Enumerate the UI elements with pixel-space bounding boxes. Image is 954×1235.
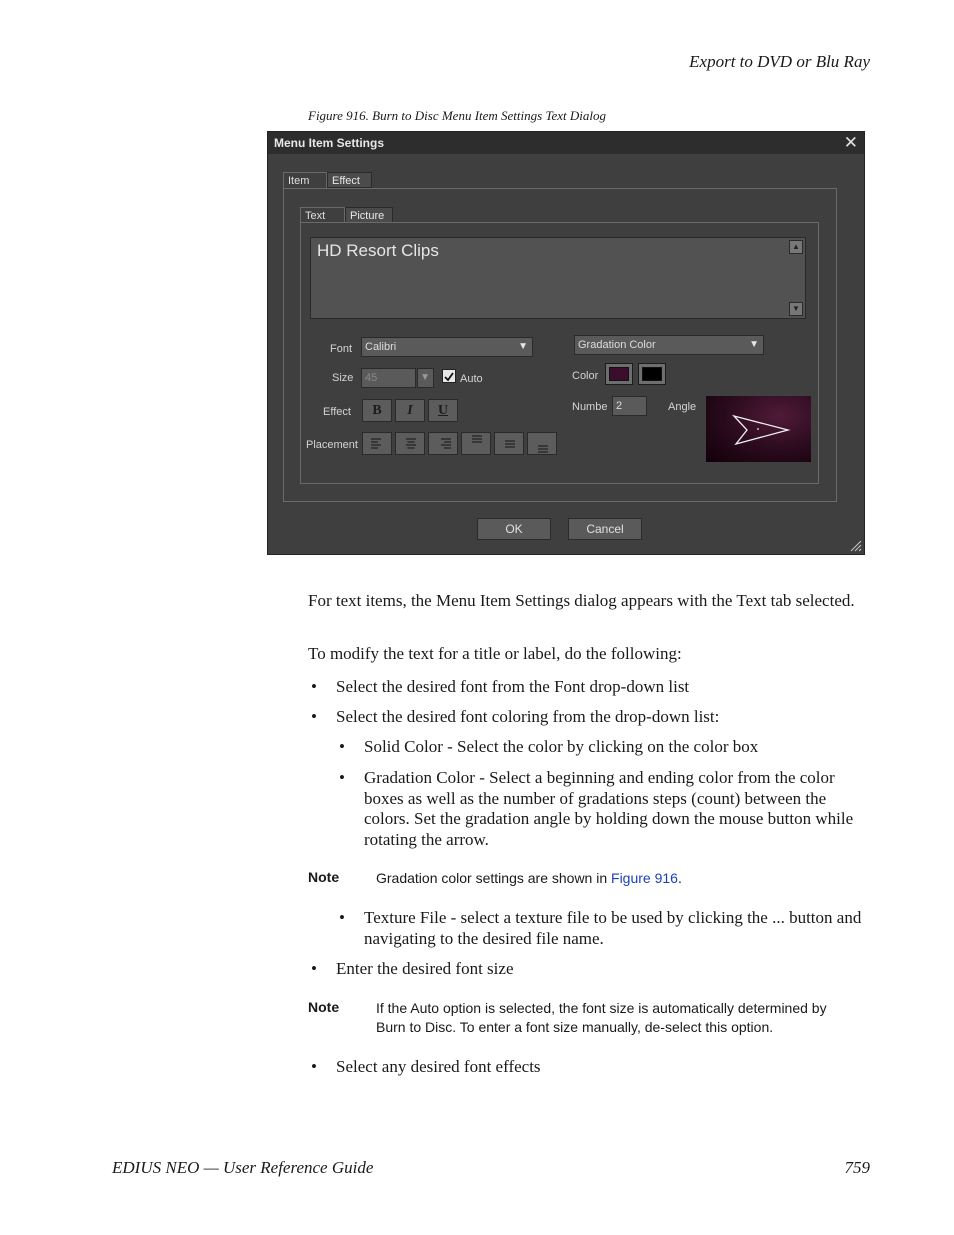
list-item: Texture File - select a texture file to be used by clicking the ... button and navigating to the desired file name. — [364, 908, 862, 948]
number-label: Numbe — [572, 401, 608, 413]
auto-label: Auto — [460, 373, 483, 385]
bold-button[interactable]: B — [362, 399, 392, 422]
page-number: 759 — [844, 1158, 870, 1177]
angle-arrow-icon — [706, 396, 811, 462]
tab-text[interactable]: Text — [300, 207, 345, 223]
bullet-glyph: • — [311, 959, 317, 978]
align-left-icon — [363, 433, 393, 456]
scroll-up-icon[interactable]: ▲ — [789, 240, 803, 254]
align-center-icon — [396, 433, 426, 456]
bullet-glyph: • — [339, 737, 345, 756]
figure-caption: Figure 916. Burn to Disc Menu Item Settings Text Dialog — [308, 108, 607, 123]
note-text — [376, 869, 856, 888]
align-top-button[interactable] — [461, 432, 491, 455]
chevron-down-icon: ▼ — [749, 339, 759, 350]
resize-grip-icon[interactable] — [848, 538, 862, 552]
angle-control[interactable] — [706, 396, 811, 462]
italic-button[interactable]: I — [395, 399, 425, 422]
auto-checkbox[interactable] — [442, 369, 456, 383]
underline-button[interactable]: U — [428, 399, 458, 422]
color-mode-value: Gradation Color — [578, 339, 656, 351]
cancel-button[interactable]: Cancel — [568, 518, 642, 540]
note-text: If the Auto option is selected, the font size is automatically determined by Burn to Disc. To enter a font size manually, de-select this option. — [376, 1000, 827, 1035]
bullet-glyph: • — [311, 1057, 317, 1076]
bullet-glyph: • — [339, 768, 345, 787]
align-center-button[interactable] — [395, 432, 425, 455]
running-head: Export to DVD or Blu Ray — [689, 52, 870, 71]
bullet-glyph: • — [339, 908, 345, 927]
color-label: Color — [572, 370, 599, 382]
align-bottom-button[interactable] — [527, 432, 557, 455]
footer-title: EDIUS NEO — User Reference Guide — [112, 1158, 374, 1177]
angle-label: Angle — [668, 401, 697, 413]
size-dropdown-button[interactable] — [417, 368, 434, 388]
align-bottom-icon — [528, 433, 558, 456]
align-top-icon — [462, 433, 492, 456]
chevron-down-icon: ▼ — [420, 372, 430, 383]
chevron-down-icon: ▼ — [518, 341, 528, 352]
bullet-glyph: • — [311, 677, 317, 696]
note-label: Note — [308, 869, 340, 885]
tab-item[interactable]: Item — [283, 172, 327, 188]
list-item: Select any desired font effects — [336, 1057, 541, 1076]
note-text-before: Gradation color settings are shown in — [376, 870, 612, 886]
font-value: Calibri — [365, 341, 397, 353]
gradation-number-input[interactable] — [612, 396, 647, 416]
scroll-down-icon[interactable]: ▼ — [789, 302, 803, 316]
tab-picture[interactable]: Picture — [345, 207, 393, 223]
lead-paragraph: To modify the text for a title or label, do the following: — [308, 644, 682, 663]
figure-link[interactable]: Figure 916 — [611, 870, 678, 886]
intro-paragraph: For text items, the Menu Item Settings dialog appears with the Text tab selected. — [308, 591, 855, 610]
align-right-icon — [429, 433, 459, 456]
note-label: Note — [308, 999, 340, 1015]
color-mode-dropdown[interactable] — [574, 335, 764, 355]
size-input[interactable] — [361, 368, 416, 388]
list-item: Gradation Color - Select a beginning and ending color from the color boxes as well as the number of gradations steps (count) between the colors. Set the gradation angle by holding down the mouse button while rotating the arrow. — [364, 768, 854, 849]
align-right-button[interactable] — [428, 432, 458, 455]
start-color-swatch[interactable] — [605, 363, 633, 385]
font-label: Font — [330, 343, 353, 355]
checkmark-icon — [443, 371, 455, 383]
dialog-titlebar — [268, 132, 864, 154]
size-value: 45 — [365, 372, 378, 384]
end-color-swatch[interactable] — [638, 363, 666, 385]
menu-text-input[interactable] — [310, 237, 806, 319]
placement-label: Placement — [306, 439, 358, 451]
effect-label: Effect — [323, 406, 351, 418]
menu-text-value: HD Resort Clips — [317, 241, 439, 260]
bullet-glyph: • — [311, 707, 317, 726]
size-label: Size — [332, 372, 354, 384]
list-item: Select the desired font from the Font drop-down list — [336, 677, 690, 696]
list-item: Enter the desired font size — [336, 959, 514, 978]
list-item: Select the desired font coloring from the drop-down list: — [336, 707, 720, 726]
note-text-after: . — [677, 870, 682, 886]
align-left-button[interactable] — [362, 432, 392, 455]
font-dropdown[interactable] — [361, 337, 533, 357]
align-middle-icon — [495, 433, 525, 456]
align-middle-button[interactable] — [494, 432, 524, 455]
dialog-title: Menu Item Settings — [274, 136, 385, 150]
list-item: Solid Color - Select the color by clicking on the color box — [364, 737, 759, 756]
tab-effect[interactable]: Effect — [327, 172, 372, 188]
end-color-fill — [642, 367, 662, 381]
start-color-fill — [609, 367, 629, 381]
close-icon[interactable]: ✕ — [843, 133, 858, 152]
ok-button[interactable]: OK — [477, 518, 551, 540]
gradation-number-value: 2 — [616, 400, 623, 412]
menu-item-settings-dialog — [267, 131, 865, 555]
